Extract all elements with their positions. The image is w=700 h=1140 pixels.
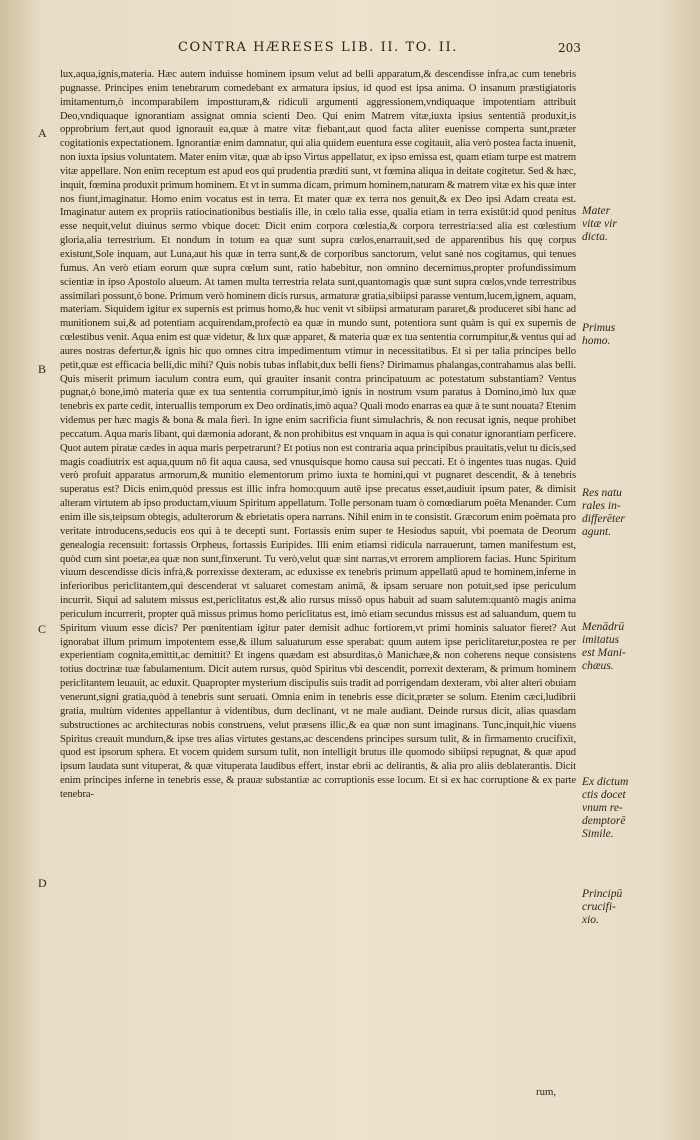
sidenote-primus-homo [582,322,652,348]
body-paragraph: lux,aqua,ignis,materia. Hæc autem induisse hominem ipsum velut ad belli apparatum,& descendisse infra,ac cum tenebris pugnasse. Principes enim tenebrarum comedebant ex armatura ipsius, id quod est ipsa anima. O insanum præstigiatoris imitamentum,ò incomparabilem impostturam,& ridiculi argumenti aggressionem,vndiquaque impotentiam attribuit Deo,vndiquaque ignorantiam assignat omnia scienti Deo. Qui enim Matrem vitæ,iuxta ipsius sententiā produxit,is opprobrium fert,aut quod ignorauit ea,quæ à matre vitæ fiebant,aut quod facta aliter euenisse comperta sunt,præter cogitationis expectationem. Ignorantiæ enim damnatur, qui alia quidem euentura esse cogitauit, alia verò postea facta inuenit, non iuxta ipsius voluntatem. Mater enim vitæ, quæ ab ipso Virtus appellatur, ex ipso emissa est, quam etiam turpe est matrem vitæ appellare. Non enim receptum est apud eos qui prudentia præditi sunt, vt fœmina aliqua in deitate cogitetur. Sed & hæc, inquit, fœmina produxit primum hominem. Et vt in summa dicam, primum hominem,naturam & matrem vitæ ex his quæ inter nos fiunt,imaginatur. Homo enim vocatus est in terra. Et mater quæ ex terra nos genuit,& ex Deo ipsi Adam creata est. Imaginatur autem ex propriis ratiocinationibus bestialis ille, in cœlo talia esse, qualia etiam in terra existūt:id quod penitus esse nequit,velut diuinus sermo vbique docet: Dicit enim corpora cœlestia,& corpora terrestria:sed alia est cœlestium gloria,alia terrestrium. Et nondum in totum ea quæ sunt supra cœlos,enarrauit,sed de apparentibus his quę corpus existunt,Sole inquam, aut Luna,aut his quæ in terra sunt,& de corporibus sanctorum, velut sanè nos cogitamus, qui tenues fumus. An verò etiam eorum quæ supra cœlum sunt, ratio habebitur, non omnino decernimus,propter profundissimum scientiæ in ipso Apostolo alueum. At tamen multa terrestria relata sunt,quantomagis quæ sunt supra cœlos,vnde terrestribus assimilari possunt,ò bone. Primum verò hominem dicis rursus, armaturæ gratia,sibiipsi parasse ventum,lucem,ignem, aquam, materiam. Siquidem igitur ex supernis est primus homo,& huc venit vt sibiipsi armaturam pararet,& produceret sibi hanc ad munitionem sui,& ad potentiam acquirendam,profectò ea quæ in mundo sunt, potentiora sunt quàm is qui ex supernis de cœlestibus venit. Aqua enim est quæ videtur, & lux quæ apparet, & materia quæ ex tua sententia corrumpitur,& ventus qui ad aures nostras defertur,& ignis hic quo omnes citra impedimentum vtimur in necessitatibus. Et si per talia principes bello petit,quæ est efficacia belli,dic mihi? Quis nobis tubas inflabit,dux belli fiens? Dirimamus phalangas,contrahamus alas belli. Quis miserit primum iaculum contra eum, qui grauiter insanit contra principatuum ac potestatum substantiam? Ventus pugnat,ò bone,imò materia quæ ex tua sententia corrumpitur,imò ignis in nostrum vsum paratus à Domino,imò lux quæ tenebris ex parte cedit, interuallis temporum ex Deo ordinatis,imò aqua? Quali modo enarras ea quæ à te sunt nouata? Etenim videmus per hæc magis & bona & mala fieri. In igne enim sacrificia fiunt simulachris, & non recusat ignis, neque prohibet peccatum. Aqua maris libant, qui dæmonia adorant, & non prohibitus est vnquam in aqua is qui conatur ignorantiam perficere. Quot autem piratæ cædes in aqua maris perpetrarunt? Et potius non est contraria aqua principibus prauitatis,velut tu dicis,sed magis coadiutrix est aqua,quum nō fit aqua causa, sed vnusquisque homo causa sui peccati. Et ò ingentes tuas nugas. Quid verò profuit apparatus armorum,& munitio elementorum primo iuxta te homini,qui vt pugnaret descendit, & à tenebris superatus est? Dicis enim,quòd pressus est illic infra homo:quum autē ipse precatus esset,audiuit ipsum pater, & dimisit alteram virtutem ab ipso productam,viuum Spiritum appellatum. Tolle personam tuam ò comœdiarum poëta Menander. Cum enim ille sis,teipsum obtegis, adulterorum & ebrietatis opera narrans. Nihil enim in te consistit. Græcorum enim poëmata pro veritate introducens,seducis eos qui à te decepti sunt. Fortassis enim super te Hesiodus sapuit, vbi poemata de Deorum genealogia recensuit: fortassis Orpheus, fortassis Euripides. Illi enim etiamsi ridicula narrauerunt, tamen manifestum est, quòd cum sint poetæ,ea quæ non sunt,finxerunt. Tu verò,velut quæ sint narras,vt errorem ampliorem facias. Hunc Spiritum viuum descendisse dicis infrà,& porrexisse dexteram, ac eduxisse ex tenebris primum appellatū apud te hominem,inferne in inferioribus periclitantem,qui descenderat vt saluaret comestam animā, & ipsam seruare non potuit,sed ipse periculum incurrit. Siqui ad salutem missus est,periclitatus est,& alio rursus missō opus habuit ad suam salutem:quantò magis anima periculum incurrerit, propter quā missus primus homo periclitatus est, imò etiam secundus missus est ad saluandum, quem tu Spiritum viuum esse dicis? Per pœnitentiam igitur pater demisit adhuc fortiorem,vt primi hominis saluator fieret? Aut ignorabat illum primum impotentem esse,& illum saluaturum esse sperabat: quum autem ipse periclitaretur,postea re per experientiam cognita,emittit,ac demittit? Et ingens quædam est absurditas,ò Manichæe,& non coherens neque consistens totius doctrinæ tuæ fabulamentum. Dicit autem rursus, quòd Spiritus vbi descendit, porrexit dexteram, & primum hominem periclitantem leuauit, ac eduxit. Quapropter mysterium discipulis suis tradit ad porrigendam dexteram, vbi alter alteri obuiam venerunt,signi gratia,quòd à tenebris sunt seruati. Omnia enim in tenebris esse dicit,præter se solum. Etenim cæci,ludibrii gratia, multùm videntes appellantur à videntibus, dum declinant, vt ne male audiant. Deinde rursus dicit, alias quasdam substructiones ac architecturas nobis construens, velut præsens illic,& ea quæ non sunt imaginans. Tunc,inquit,hic viuens Spiritus creauit mundum,& ipse tres alias virtutes gestans,ac descendens principes sursum tulit, & in firmamento crucifixit, quod est ipsorum sphera. Et vocem quidem sursum tulit, non intelligit brutus ille quomodo sibiipsi repugnat, & quæ apud ipsum laudata sunt vituperat, & quæ vituperata laudibus effert, instar ebrii ac delirantis, & alia pro aliis deblaterantis. Dicit enim principes inferne in tenebris esse, & prauæ substantiæ ac corruptionis esse locum. Et si ex hac corruptione & ex parte tenebra- [60,69,576,800]
folio-number: 203 [558,41,581,55]
sidenote-line: Simile. [582,828,614,840]
section-letter-c: C [38,622,47,636]
running-head: CONTRA HÆRESES LIB. II. TO. II. [178,40,458,55]
sidenote-line: homo. [582,335,611,347]
sidenote-line: demptorē [582,815,626,827]
sidenote-principum [582,888,652,927]
section-letter-a: A [38,126,47,140]
sidenote-line: vitæ vir [582,218,617,230]
section-letter-b: B [38,362,47,376]
sidenote-line: crucifi- [582,901,616,913]
sidenote-line: agunt. [582,526,612,538]
sidenote-line: Menādrū [582,621,625,633]
section-letter-d: D [38,876,47,890]
sidenote-line: Ex dictum [582,776,629,788]
sidenote-line: rales in- [582,500,621,512]
sidenote-menandrum [582,621,652,673]
sidenote-line: vnum re- [582,802,623,814]
sidenote-line: Mater [582,205,611,217]
sidenote-line: imitatus [582,634,620,646]
sidenote-line: differēter [582,513,625,525]
sidenote-line: Primus [582,322,616,334]
sidenote-line: xio. [582,914,599,926]
sidenote-redemptor [582,776,652,841]
sidenote-res-naturales [582,487,652,539]
sidenote-line: est Mani- [582,647,626,659]
sidenote-line: ctis docet [582,789,626,801]
main-text-column [60,68,576,802]
page-header [0,40,700,64]
sidenote-line: Principū [582,888,623,900]
sidenote-mater-vitae [582,205,652,244]
sidenote-line: dicta. [582,231,608,243]
catchword: rum, [536,1086,557,1098]
sidenote-line: chæus. [582,660,614,672]
sidenote-line: Res natu [582,487,622,499]
